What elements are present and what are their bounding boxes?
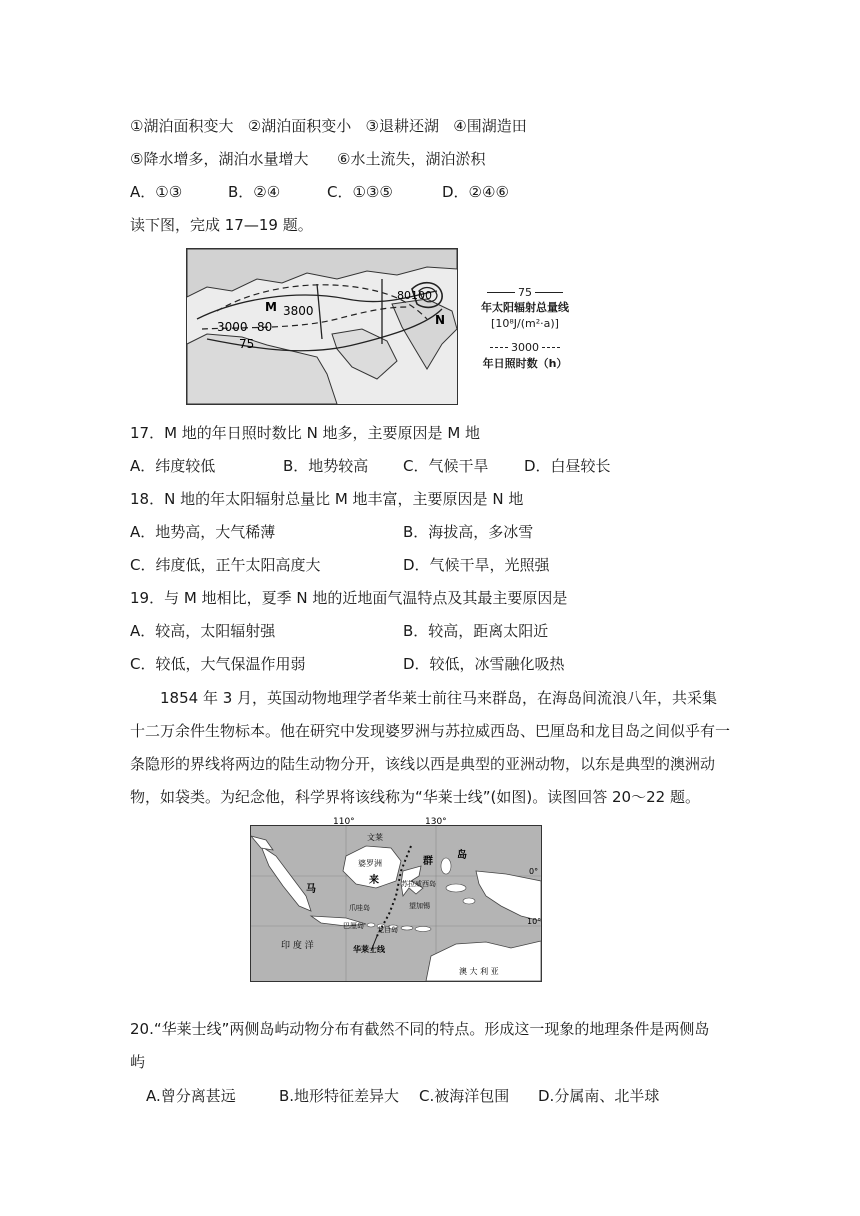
- q20-option-c: C.被海洋包围: [419, 1087, 510, 1105]
- legend-solid-line: [470, 284, 580, 300]
- q18-option-d: D．气候干旱，光照强: [403, 556, 550, 574]
- map2-wenlai: 文莱: [367, 833, 383, 842]
- q19-option-c: C．较低，大气保温作用弱: [130, 655, 306, 673]
- map2-lai: 来: [369, 875, 379, 886]
- map1-label-3800: 3800: [283, 304, 314, 318]
- q17-stem: 17．M 地的年日照时数比 N 地多，主要原因是 M 地: [130, 424, 481, 442]
- q16-option-b: B．②④: [228, 183, 281, 201]
- q18-option-a: A．地势高，大气稀薄: [130, 523, 276, 541]
- q16-items-line2: ⑤降水增多，湖泊水量增大 ⑥水土流失，湖泊淤积: [130, 150, 486, 168]
- map2-java: 爪哇岛: [349, 904, 370, 912]
- q17-option-c: C．气候干旱: [403, 457, 489, 475]
- legend-solid-sample: 75: [518, 285, 532, 299]
- q16-option-d: D．②④⑥: [442, 183, 509, 201]
- map2-ma: 马: [306, 884, 316, 895]
- intro-17-19: 读下图，完成 17—19 题。: [130, 216, 313, 234]
- map1-label-m: M: [265, 300, 277, 314]
- map2-sulawesi: 苏拉威西岛: [401, 880, 436, 888]
- q17-option-a: A．纬度较低: [130, 457, 216, 475]
- q17-option-d: D．白昼较长: [524, 457, 611, 475]
- legend-dashed-sample: 3000: [511, 340, 539, 354]
- map2-lat10: 10°: [527, 917, 542, 926]
- map2-lon130: 130°: [425, 817, 447, 827]
- map2-qun: 群: [423, 856, 433, 867]
- q16-items-line1: ①湖泊面积变大 ②湖泊面积变小 ③退耕还湖 ④围湖造田: [130, 117, 527, 135]
- wallace-line-map: [250, 817, 542, 982]
- legend-solid-unit: [10⁸J/(m²·a)]: [491, 317, 559, 330]
- q17-option-b: B．地势较高: [283, 457, 369, 475]
- q20-option-b: B.地形特征差异大: [279, 1087, 400, 1105]
- map2-indian-ocean: 印 度 洋: [281, 941, 314, 951]
- solar-radiation-map-graphic: [187, 249, 457, 404]
- map1-legend: [470, 284, 580, 372]
- q19-option-d: D．较低，冰雪融化吸热: [403, 655, 565, 673]
- q18-stem: 18．N 地的年太阳辐射总量比 M 地丰富，主要原因是 N 地: [130, 490, 524, 508]
- legend-dashed-title: 年日照时数（h）: [482, 357, 568, 370]
- map2-jialing: 望加锡: [409, 902, 430, 910]
- q20-option-a: A.曾分离甚远: [146, 1087, 236, 1105]
- q19-option-a: A．较高，太阳辐射强: [130, 622, 276, 640]
- map2-lon110: 110°: [333, 817, 355, 827]
- q20-stem-line1: 20.“华莱士线”两侧岛屿动物分布有截然不同的特点。形成这一现象的地理条件是两侧岛: [130, 1020, 710, 1038]
- map2-lombok: 龙目岛: [377, 926, 398, 934]
- map1-label-n: N: [435, 313, 446, 327]
- wallace-line-map-graphic: [251, 817, 542, 981]
- legend-dashed-line: [470, 338, 580, 356]
- q18-option-b: B．海拔高，多冰雪: [403, 523, 534, 541]
- map1-label-80: 80: [257, 320, 273, 334]
- q19-option-b: B．较高，距离太阳近: [403, 622, 549, 640]
- legend-solid-title: 年太阳辐射总量线: [481, 301, 569, 314]
- map1-label-80100: 80100: [397, 289, 432, 302]
- map2-lat0: 0°: [529, 867, 539, 876]
- map1-label-75: 75: [239, 337, 255, 351]
- q20-stem-line2: 屿: [130, 1053, 146, 1071]
- q18-option-c: C．纬度低，正午太阳高度大: [130, 556, 321, 574]
- map2-dao: 岛: [457, 850, 467, 861]
- map2-wallace-line-label: 华莱士线: [353, 945, 385, 954]
- q19-stem: 19．与 M 地相比，夏季 N 地的近地面气温特点及其最主要原因是: [130, 589, 568, 607]
- map1-label-3000: 3000: [217, 320, 248, 334]
- map2-bali: 巴厘岛: [343, 922, 364, 930]
- map2-australia: 澳 大 利 亚: [459, 967, 499, 976]
- solar-radiation-map: [186, 248, 458, 405]
- map2-borneo: 婆罗洲: [358, 859, 382, 868]
- q16-option-a: A．①③: [130, 183, 183, 201]
- passage-20-22: 1854 年 3 月，英国动物地理学者华莱士前往马来群岛，在海岛间流浪八年，共采集十二万余件生物标本。他在研究中发现婆罗洲与苏拉威西岛、巴厘岛和龙目岛之间似乎有一条隐形的界线将两边的陆生动物分开，该线以西是典型的亚洲动物，以东是典型的澳洲动物，如袋类。为纪念他，科学界将该线称为“华莱士线”(如图)。读图回答 20～22 题。: [130, 689, 731, 806]
- q20-option-d: D.分属南、北半球: [538, 1087, 660, 1105]
- q16-option-c: C．①③⑤: [327, 183, 393, 201]
